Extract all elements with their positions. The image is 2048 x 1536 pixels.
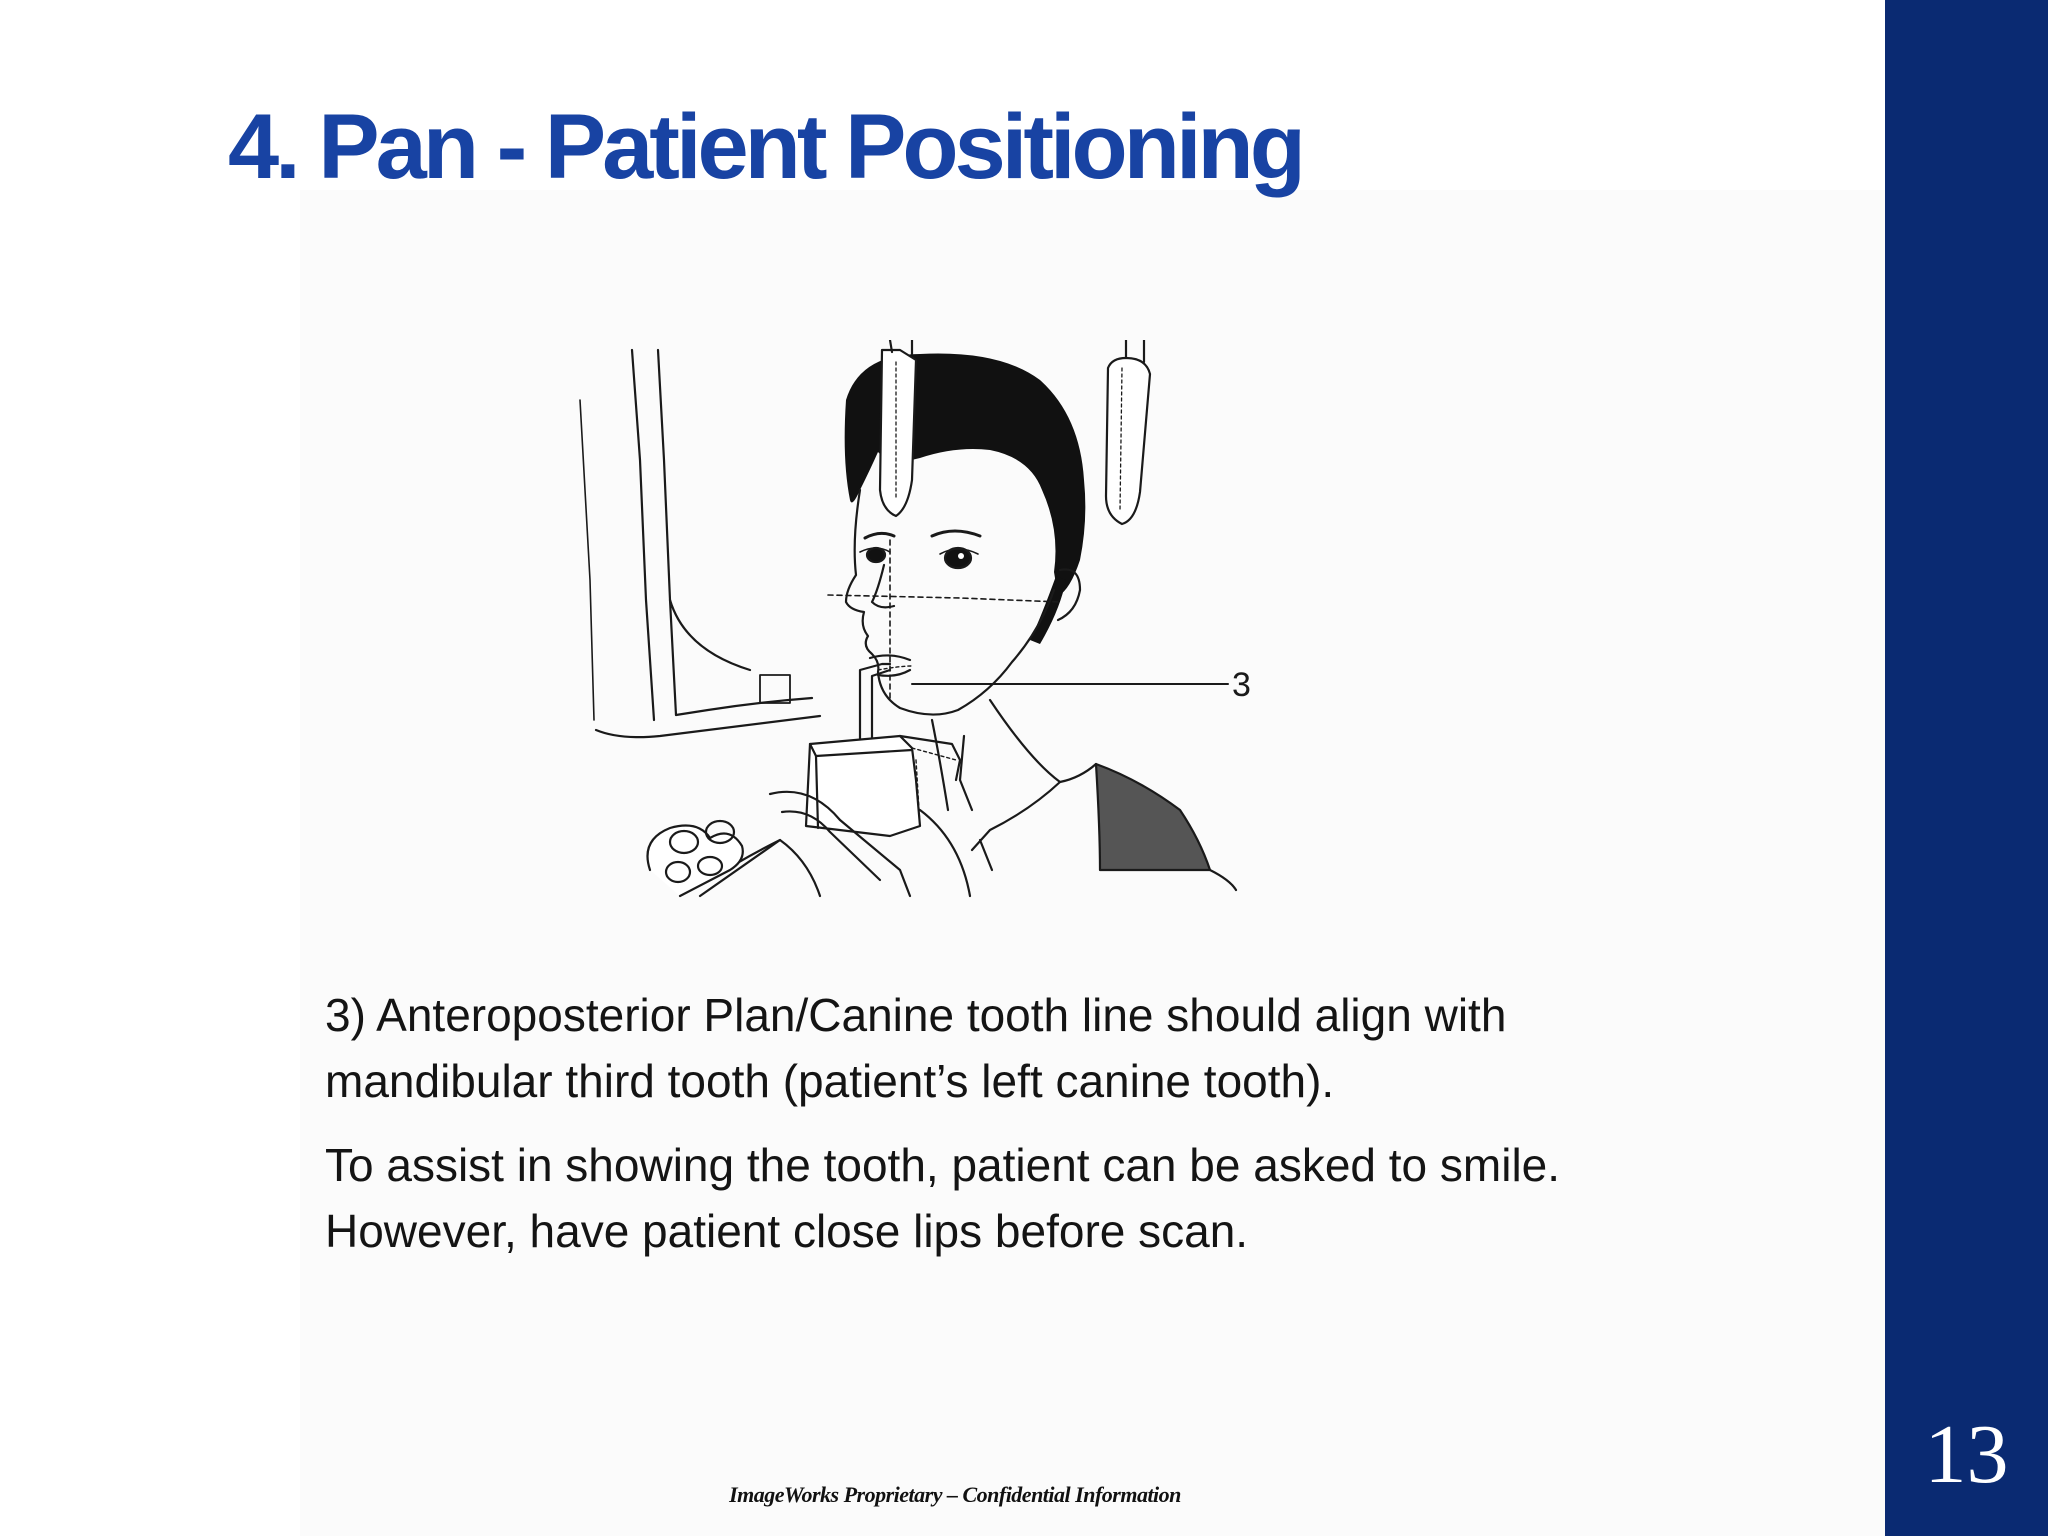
slide-title: 4. Pan - Patient Positioning	[228, 96, 1302, 198]
body-text	[325, 982, 1805, 1282]
temple-support-right	[1106, 358, 1150, 524]
instruction-1-line-2: mandibular third tooth (patient’s left canine tooth).	[325, 1055, 1335, 1107]
frankfort-plane-line	[828, 595, 1060, 602]
instruction-paragraph-1	[325, 982, 1805, 1114]
shirt-collar	[1060, 764, 1096, 782]
page-number: 13	[1924, 1408, 2009, 1501]
patient-face	[846, 490, 1054, 715]
side-bar	[1885, 0, 2048, 1536]
machine-column	[632, 350, 654, 720]
instruction-2-line-1: To assist in showing the tooth, patient can be asked to smile.	[325, 1139, 1561, 1191]
patient-positioning-illustration	[560, 340, 1280, 900]
callout-label: 3	[1232, 666, 1251, 704]
instruction-1-line-1: 3) Anteroposterior Plan/Canine tooth line should align with	[325, 989, 1507, 1041]
instruction-2-line-2: However, have patient close lips before scan.	[325, 1205, 1249, 1257]
instruction-paragraph-2	[325, 1132, 1805, 1264]
temple-support-left	[880, 350, 916, 516]
confidential-footer: ImageWorks Proprietary – Confidential Information	[729, 1482, 1181, 1507]
vest	[1096, 764, 1210, 870]
